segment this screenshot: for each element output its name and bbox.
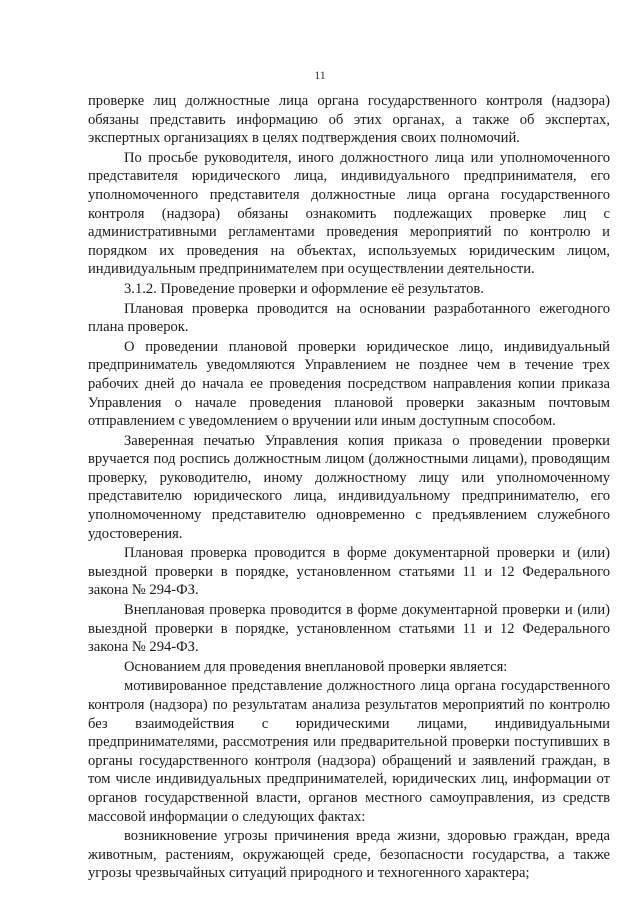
paragraph-order-copy: Заверенная печатью Управления копия приказа о проведении проверки вручается под роспись должностным лицом (должностными лицами), проводящим проверку, руководителю, иному должностному лицу или уполномоченному представителю юридического лица, индивидуальному предпринимателю, его уполномоченному представителю одновременно с предъявлением служебного удостоверения. — [88, 432, 610, 542]
paragraph-continuation: проверке лиц должностные лица органа государственного контроля (надзора) обязаны представить информацию об этих органах, а также об экспертах, экспертных организациях в целях подтверждения своих полномочий. — [88, 93, 610, 147]
paragraph-planned-form: Плановая проверка проводится в форме документарной проверки и (или) выездной проверки в порядке, установленном статьями 11 и 12 Федерального закона № 294-ФЗ. — [88, 545, 610, 599]
paragraph-unplanned-form: Внеплановая проверка проводится в форме документарной проверки и (или) выездной проверки в порядке, установленном статьями 11 и 12 Федерального закона № 294-ФЗ. — [88, 602, 610, 656]
document-body — [88, 92, 610, 884]
paragraph-review-request: По просьбе руководителя, иного должностного лица или уполномоченного представителя юридического лица, индивидуального предпринимателя, его уполномоченного представителя должностные лица органа государственного контроля (надзора) обязаны ознакомить подлежащих проверке лиц с административными регламентами проведения мероприятий по контролю и порядком их проведения на объектах, используемых юридическим лицом, индивидуальным предпринимателем при осуществлении деятельности. — [88, 149, 610, 278]
paragraph-threat: возникновение угрозы причинения вреда жизни, здоровью граждан, вреда животным, растениям, окружающей среде, безопасности государства, а также угрозы чрезвычайных ситуаций природного и техногенного характера; — [88, 828, 610, 882]
paragraph-planned-basis: Плановая проверка проводится на основании разработанного ежегодного плана проверок. — [88, 300, 610, 336]
paragraph-unplanned-grounds: Основанием для проведения внеплановой проверки является: — [124, 658, 508, 675]
paragraph-motivated-submission: мотивированное представление должностного лица органа государственного контроля (надзора) по результатам анализа результатов мероприятий по контролю без взаимодействия с юридическими лицами, индивидуальными предпринимателями, рассмотрения или предварительной проверки поступивших в органы государственного контроля (надзора) обращений и заявлений граждан, в том числе индивидуальных предпринимателей, юридических лиц, информации от органов государственной власти, органов местного самоуправления, из средств массовой информации о следующих фактах: — [88, 678, 610, 825]
page-number: 11 — [314, 68, 326, 82]
paragraph-notification: О проведении плановой проверки юридическое лицо, индивидуальный предприниматель уведомляются Управлением не позднее чем в течение трех рабочих дней до начала ее проведения посредством направления копии приказа Управления о начале проведения плановой проверки заказным почтовым отправлением с уведомлением о вручении или иным доступным способом. — [88, 338, 610, 430]
section-heading-3-1-2: 3.1.2. Проведение проверки и оформление её результатов. — [124, 280, 484, 297]
